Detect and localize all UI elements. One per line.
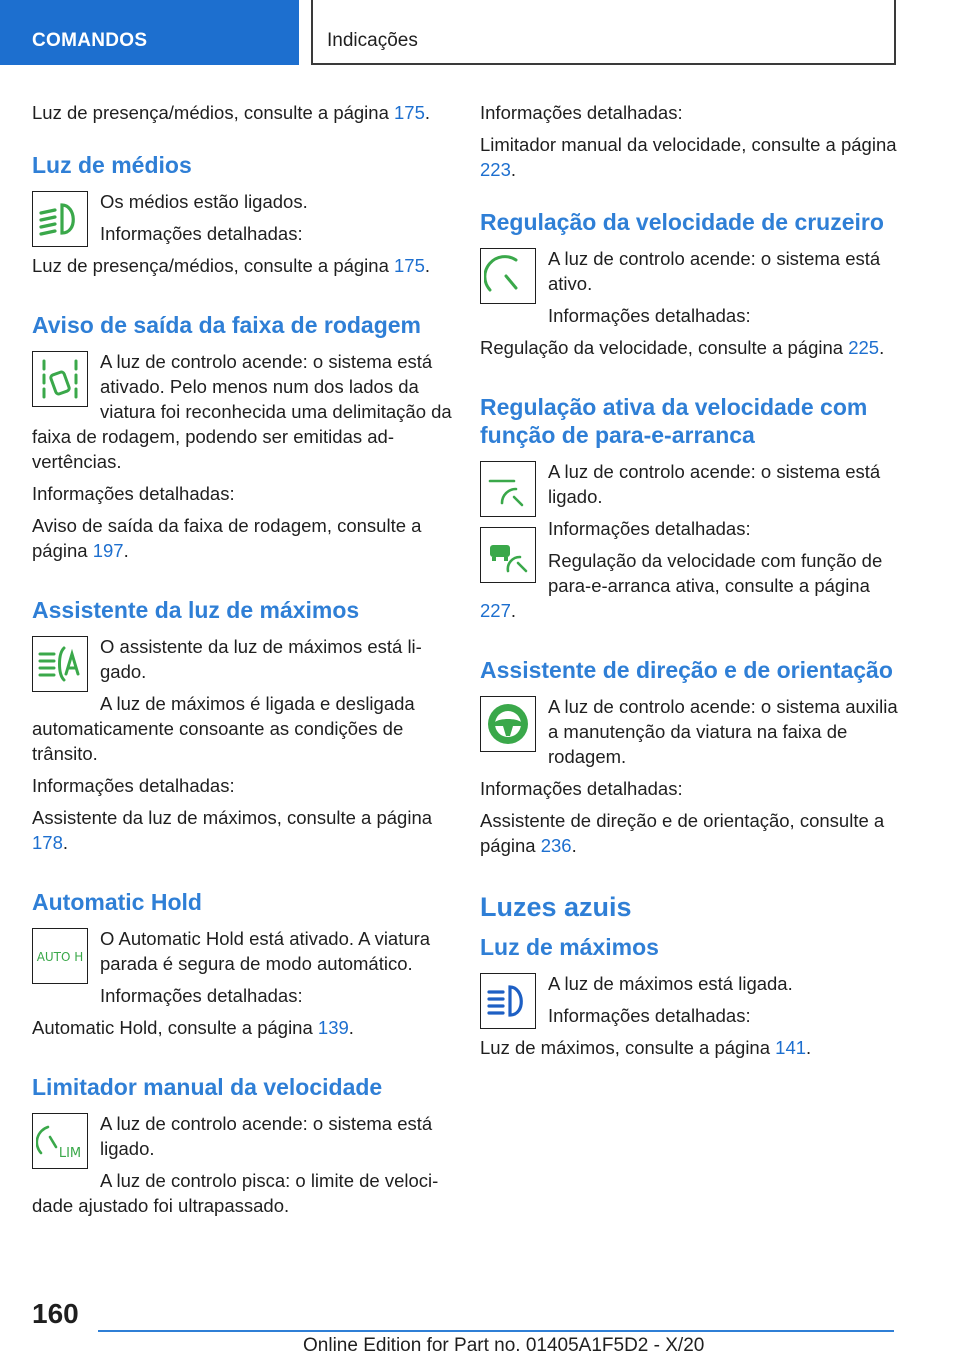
intro-paragraph: Luz de presença/médios, consulte a página 175. <box>32 102 431 123</box>
page-number: 160 <box>32 1298 79 1329</box>
low-beam-icon <box>32 191 88 247</box>
heading-low-beam: Luz de médios <box>32 152 192 178</box>
header-section-tab <box>0 0 299 65</box>
page-link[interactable]: 236 <box>540 835 572 856</box>
page-link[interactable]: 227 <box>480 600 511 621</box>
speed-limiter-icon <box>32 1113 88 1169</box>
footer-divider <box>98 1330 894 1332</box>
auto-hold-icon <box>32 928 88 984</box>
header-topic-label: Indicações <box>327 30 418 51</box>
heading-steering-assistant: Assistente de direção e de orientação <box>480 657 893 683</box>
heading-lane-departure: Aviso de saída da faixa de rodagem <box>32 312 422 338</box>
page-link[interactable]: 197 <box>92 540 124 561</box>
header-section-label: COMANDOS <box>32 30 148 51</box>
high-beam-assistant-icon <box>32 636 88 692</box>
high-beam-icon <box>480 973 536 1029</box>
heading-automatic-hold: Automatic Hold <box>32 889 202 915</box>
right-column: Informações detalhadas: Limitador manual da velocidade, consulte a página 223. Regulação da velocidade de cruzeiro A luz de controlo acende: o sistema está ativo. Informações detalhadas: Regulação da velocidade, consulte a página 225. Regulação ativa da velocidade com função de para-e-arranca A luz de controlo acende: o sistema está ligado. Informações detalhadas: Regulação da velocidade com função de para-e-arranca ativa, consulte a página 227. Assistente de direção e de orientação A luz de controlo acende: o sistema auxilia a manutenção da viatura na faixa de rodagem. Informações detalhadas: Assistente de direção e de orientação, consulte a página 236. Luzes azuis Luz de máximos A luz de máximos está ligada. Informações detalhadas: Luz de máximos, consulte a página 141. <box>480 100 900 1067</box>
heading-active-cruise-control: Regulação ativa da velocidade com função de para-e-arranca <box>480 394 868 448</box>
header-topic-box <box>311 0 896 65</box>
page-link[interactable]: 223 <box>480 159 511 180</box>
acc-vehicle-detected-icon <box>480 527 536 583</box>
cruise-control-icon <box>480 248 536 304</box>
page-link[interactable]: 225 <box>848 337 880 358</box>
page-link[interactable]: 175 <box>394 255 425 276</box>
lane-departure-icon <box>32 351 88 407</box>
page-link[interactable]: 178 <box>32 832 63 853</box>
heading-high-beam-assist: Assistente da luz de máximos <box>32 597 360 623</box>
page-link[interactable]: 141 <box>775 1037 807 1058</box>
left-column: Luz de presença/médios, consulte a página 175. Luz de médios Os médios estão ligados. Informações detalhadas: Luz de presença/médios, consulte a página 175. Aviso de saída da faixa de rodagem A luz de controlo acende: o sistema está ativado. Pelo menos num dos lados da viatura foi reconhecida uma delimitação da faixa de rodagem, podendo ser emitidas advertências. Informações detalhadas: Aviso de saída da faixa de rodagem, consulte a página 197. Assistente da luz de máximos O assistente da luz de máximos está ligado. A luz de máximos é ligada e desligada automaticamente consoante as condições de trânsito. Informações detalhadas: Assistente da luz de máximos, consulte a página 178. Automatic Hold AUTO H O Automatic Hold está ativado. A viatura parada é segura de modo automático. Informações detalhadas: Automatic Hold, consulte a página 139. Limitador manual da velocidade LIM A luz de controlo acende: o sistema está ligado. A luz de controlo pisca: o limite de velocidade ajustado foi ultrapassado. <box>32 102 452 1216</box>
heading-high-beam: Luz de máximos <box>480 934 659 960</box>
heading-blue-lights: Luzes azuis <box>480 892 632 922</box>
heading-cruise-control: Regulação da velocidade de cruzeiro <box>480 209 884 235</box>
page-link[interactable]: 139 <box>317 1017 349 1038</box>
footer-edition: Online Edition for Part no. 01405A1F5D2 - X/20 <box>303 1335 705 1356</box>
acc-icon <box>480 461 536 517</box>
svg-text:AUTO H: AUTO H <box>36 950 84 964</box>
steering-wheel-icon <box>480 696 536 752</box>
heading-speed-limiter: Limitador manual da velocidade <box>32 1074 383 1100</box>
svg-text:LIM: LIM <box>58 1146 82 1161</box>
page-link[interactable]: 175 <box>394 102 425 123</box>
